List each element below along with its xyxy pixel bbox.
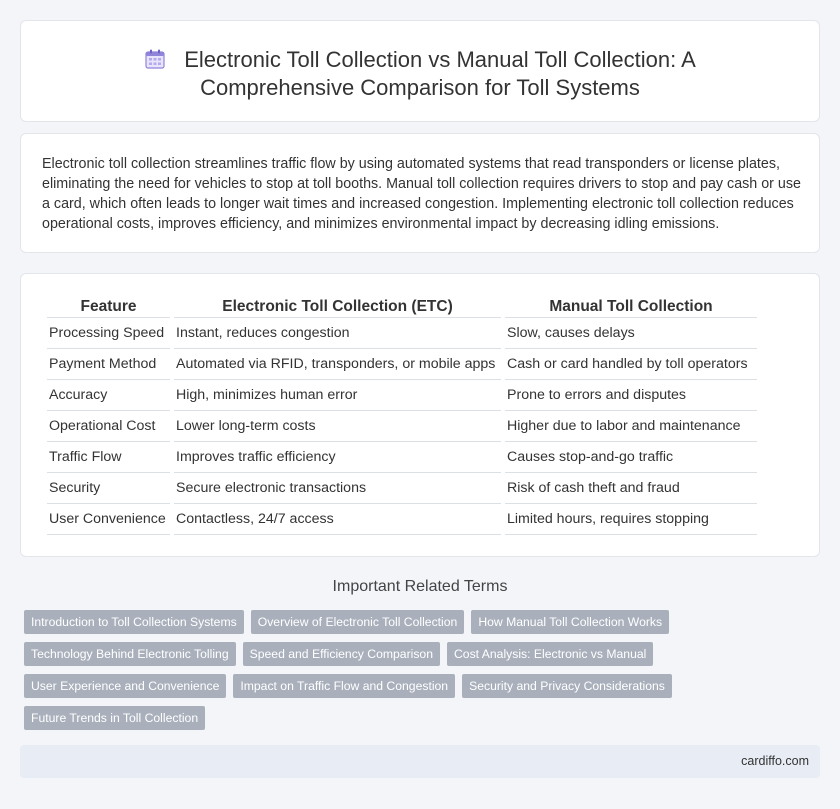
cell-etc: Lower long-term costs [174, 411, 501, 442]
title-card [20, 20, 820, 122]
related-terms-heading: Important Related Terms [332, 578, 508, 595]
cell-feature: User Convenience [47, 504, 170, 535]
cell-manual: Cash or card handled by toll operators [505, 349, 757, 380]
cell-manual: Prone to errors and disputes [505, 380, 757, 411]
cell-etc: Improves traffic efficiency [174, 442, 501, 473]
cell-manual: Causes stop-and-go traffic [505, 442, 757, 473]
related-tag[interactable]: Future Trends in Toll Collection [24, 706, 205, 730]
related-tag[interactable]: Security and Privacy Considerations [462, 674, 672, 698]
page-title [21, 46, 819, 102]
cell-etc: Secure electronic transactions [174, 473, 501, 504]
cell-etc: High, minimizes human error [174, 380, 501, 411]
related-tag[interactable]: Technology Behind Electronic Tolling [24, 642, 236, 666]
cell-feature: Traffic Flow [47, 442, 170, 473]
intro-card [20, 133, 820, 253]
table-row [47, 349, 757, 380]
related-tag[interactable]: Speed and Efficiency Comparison [243, 642, 440, 666]
title-line-1: Electronic Toll Collection vs Manual Toll Collection: A [184, 47, 696, 72]
intro-paragraph: Electronic toll collection streamlines traffic flow by using automated systems that read transponders or license plates, eliminating the need for vehicles to stop at toll booths. Manual toll collection requires drivers to stop and pay cash or use a card, which often leads to longer wait times and increased congestion. Implementing electronic toll collection reduces operational costs, improves efficiency, and minimizes environmental impact by decreasing idling emissions. [42, 156, 801, 232]
header-etc: Electronic Toll Collection (ETC) [174, 296, 501, 318]
comparison-table-card [20, 273, 820, 557]
comparison-table [43, 296, 761, 535]
cell-feature: Payment Method [47, 349, 170, 380]
table-row [47, 442, 757, 473]
table-header-row [47, 296, 757, 318]
cell-etc: Automated via RFID, transponders, or mobile apps [174, 349, 501, 380]
header-manual: Manual Toll Collection [505, 296, 757, 318]
table-row [47, 473, 757, 504]
cell-etc: Contactless, 24/7 access [174, 504, 501, 535]
footer [20, 745, 820, 778]
table-row [47, 411, 757, 442]
related-terms-tags [24, 610, 804, 738]
table-row [47, 380, 757, 411]
related-tag[interactable]: User Experience and Convenience [24, 674, 226, 698]
related-tag[interactable]: How Manual Toll Collection Works [471, 610, 669, 634]
related-tag[interactable]: Introduction to Toll Collection Systems [24, 610, 244, 634]
cell-manual: Higher due to labor and maintenance [505, 411, 757, 442]
related-tag[interactable]: Impact on Traffic Flow and Congestion [233, 674, 455, 698]
table-row [47, 318, 757, 349]
table-row [47, 504, 757, 535]
cell-manual: Slow, causes delays [505, 318, 757, 349]
cell-manual: Risk of cash theft and fraud [505, 473, 757, 504]
cell-feature: Processing Speed [47, 318, 170, 349]
footer-site-link[interactable]: cardiffo.com [741, 754, 809, 768]
cell-feature: Security [47, 473, 170, 504]
header-feature: Feature [47, 296, 170, 318]
title-line-2: Comprehensive Comparison for Toll Systems [200, 75, 640, 100]
cell-feature: Operational Cost [47, 411, 170, 442]
related-tag[interactable]: Cost Analysis: Electronic vs Manual [447, 642, 653, 666]
cell-manual: Limited hours, requires stopping [505, 504, 757, 535]
cell-feature: Accuracy [47, 380, 170, 411]
related-tag[interactable]: Overview of Electronic Toll Collection [251, 610, 465, 634]
calendar-icon [144, 48, 166, 70]
cell-etc: Instant, reduces congestion [174, 318, 501, 349]
